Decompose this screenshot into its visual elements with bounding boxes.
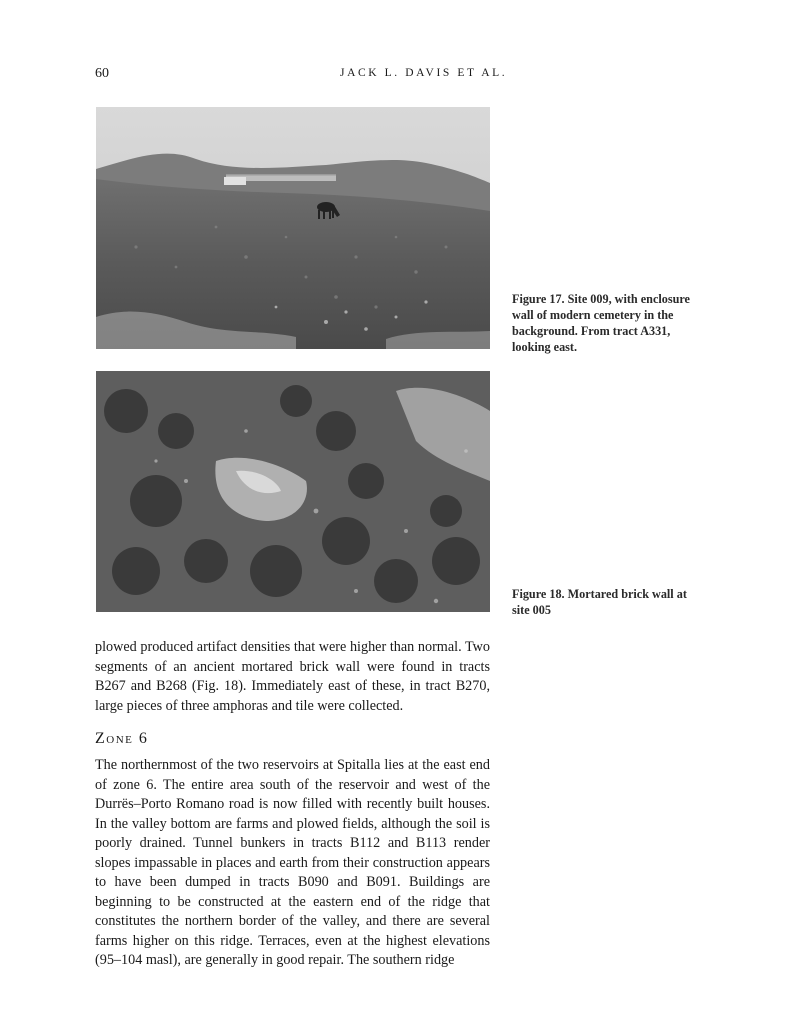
brick-wall-vegetation-image bbox=[96, 371, 490, 612]
figure-18-caption: Figure 18. Mortared brick wall at site 005 bbox=[512, 587, 687, 617]
body-paragraph-zone-6 bbox=[95, 756, 490, 971]
figure-18-photo bbox=[96, 371, 490, 612]
hillside-horse-image bbox=[96, 107, 490, 349]
figure-17-photo bbox=[96, 107, 490, 349]
paragraph-2-text: The northernmost of the two reservoirs at Spitalla lies at the east end of zone 6. The entire area south of the reservoir and west of the Durrës–Porto Romano road is now filled with recently built houses. In the valley bottom are farms and plowed fields, although the soil is poorly drained. Tunnel bunkers in tracts B112 and B113 render slopes impassable in places and earth from their construction appears to have been dumped in tracts B090 and B091. Buildings are beginning to be constructed at the eastern end of the ridge that constitutes the northern border of the valley, and there are several farms higher on this ridge. Terraces, even at the highest elevations (95–104 masl), are generally in good repair. The southern ridge bbox=[95, 757, 490, 968]
body-paragraph-continued bbox=[95, 638, 490, 716]
paragraph-1-text: plowed produced artifact densities that were higher than normal. Two segments of an ancient mortared brick wall were found in tracts B267 and B268 (Fig. 18). Immediately east of these, in tract B270, large pieces of three amphoras and tile were collected. bbox=[95, 639, 490, 714]
running-head: JACK L. DAVIS ET AL. bbox=[340, 67, 508, 79]
figure-17-caption: Figure 17. Site 009, with enclosure wall of modern cemetery in the background. From tract A331, looking east. bbox=[512, 292, 690, 354]
section-heading-zone-6: Zone 6 bbox=[95, 730, 149, 747]
page-number: 60 bbox=[95, 66, 109, 81]
